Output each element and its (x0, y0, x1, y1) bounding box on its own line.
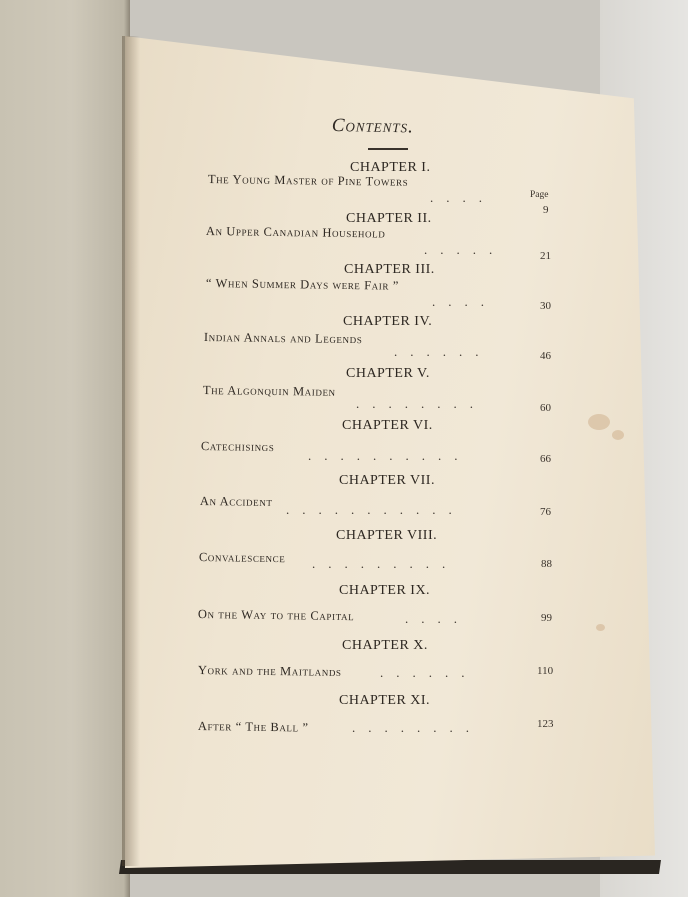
page-number: 99 (541, 612, 552, 624)
dot-leader: .... (432, 294, 497, 309)
chapter-heading: CHAPTER XI. (339, 693, 431, 708)
chapter-heading: CHAPTER X. (342, 638, 428, 653)
chapter-heading: CHAPTER IX. (339, 583, 431, 598)
chapter-title: An Upper Canadian Household (205, 224, 386, 241)
chapter-title: After “ The Ball ” (197, 719, 309, 735)
page-number: 9 (543, 204, 549, 216)
chapter-heading: CHAPTER IV. (343, 314, 433, 329)
dot-leader: ........ (352, 720, 482, 735)
page-number: 88 (541, 558, 552, 570)
chapter-heading: CHAPTER V. (346, 366, 430, 381)
page-number: 76 (540, 506, 551, 518)
chapter-title: The Algonquin Maiden (202, 383, 336, 399)
page-column-label: Page (530, 190, 549, 200)
chapter-title: Convalescence (198, 550, 286, 566)
title-rule (368, 148, 408, 150)
page-title: Contents. (331, 115, 415, 138)
page-number: 21 (540, 250, 551, 262)
chapter-heading: CHAPTER III. (344, 262, 435, 277)
dot-leader: ........... (286, 502, 465, 517)
page-number: 46 (540, 350, 551, 362)
dot-leader: .... (405, 611, 470, 626)
chapter-heading: CHAPTER I. (350, 160, 431, 175)
dot-leader: ...... (380, 665, 478, 680)
chapter-heading: CHAPTER VII. (339, 473, 435, 488)
dot-leader: .... (430, 190, 495, 205)
page-number: 110 (537, 665, 554, 677)
dot-leader: ......... (312, 556, 459, 571)
chapter-title: “ When Summer Days were Fair ” (205, 276, 400, 293)
dot-leader: .......... (308, 448, 471, 463)
dot-leader: ..... (424, 242, 506, 257)
page-number: 123 (537, 718, 554, 730)
chapter-title: York and the Maitlands (197, 663, 342, 680)
chapter-title: The Young Master of Pine Towers (207, 172, 409, 189)
page-number: 30 (540, 300, 551, 312)
chapter-title: Indian Annals and Legends (203, 330, 363, 347)
page-number: 66 (540, 453, 551, 465)
chapter-heading: CHAPTER VIII. (336, 528, 438, 543)
chapter-heading: CHAPTER VI. (342, 418, 433, 433)
dot-leader: ...... (394, 344, 492, 359)
chapter-title: On the Way to the Capital (197, 607, 355, 624)
page-number: 60 (540, 402, 551, 414)
chapter-title: An Accident (199, 494, 273, 510)
chapter-heading: CHAPTER II. (346, 211, 432, 226)
dot-leader: ........ (356, 396, 486, 411)
chapter-title: Catechisings (200, 439, 275, 455)
